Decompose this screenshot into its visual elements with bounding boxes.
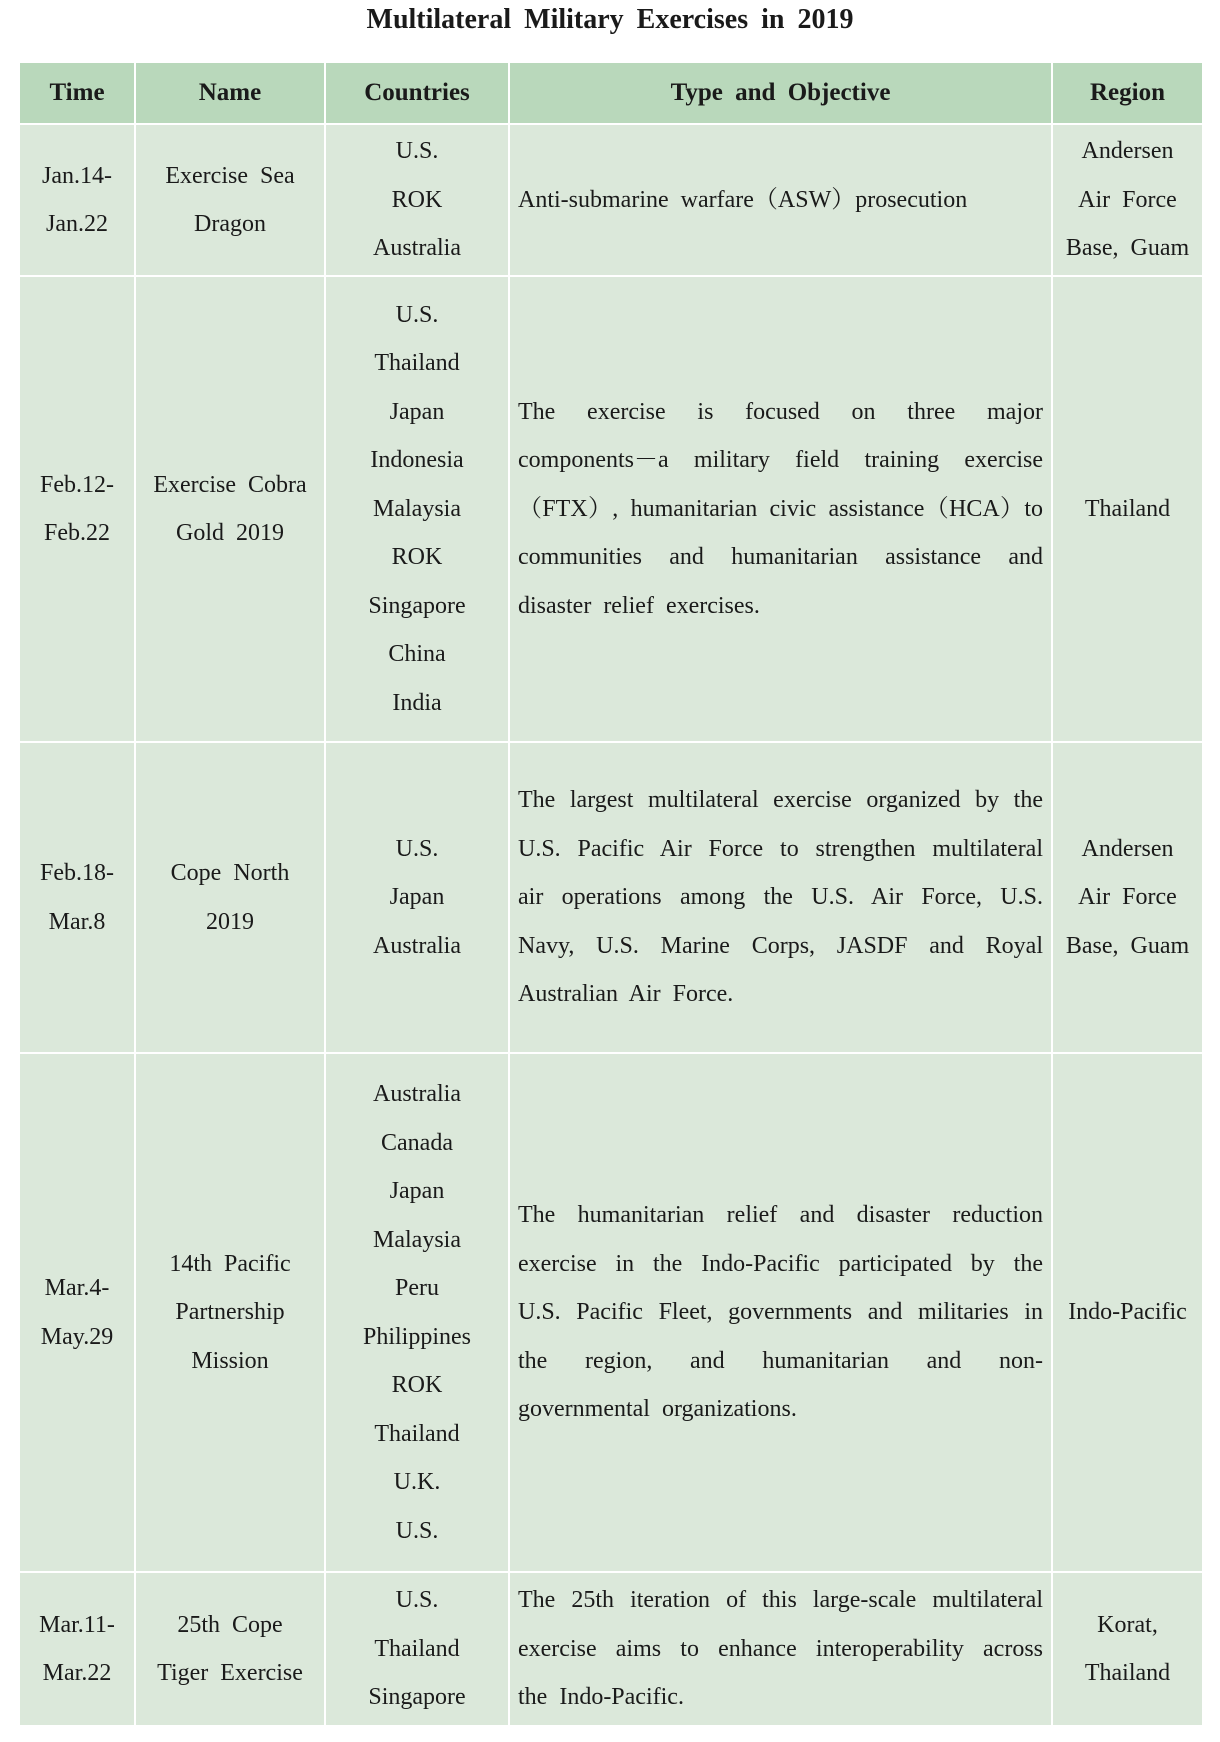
- country: Thailand: [374, 350, 460, 377]
- time-line: Feb.12-: [40, 471, 114, 498]
- table-row: [19, 276, 1203, 742]
- region-line: Indo-Pacific: [1068, 1299, 1187, 1326]
- cell-time: [19, 1572, 135, 1726]
- country: Indonesia: [370, 447, 464, 474]
- cell-name: [135, 276, 325, 742]
- cell-countries: [325, 124, 509, 276]
- cell-time: [19, 276, 135, 742]
- cell-countries: [325, 742, 509, 1053]
- country: Singapore: [368, 592, 466, 619]
- time-line: Feb.22: [44, 520, 110, 546]
- region-line: Base, Guam: [1065, 235, 1190, 262]
- time-line: Mar.22: [42, 1660, 112, 1686]
- country: Singapore: [368, 1684, 466, 1711]
- cell-time: [19, 124, 135, 276]
- cell-name: [135, 1572, 325, 1726]
- cell-region: [1052, 276, 1203, 742]
- region-line: Thailand: [1084, 1660, 1171, 1686]
- cell-name: [135, 124, 325, 276]
- name-line: 2019: [206, 908, 254, 935]
- region-line: Air Force: [1078, 884, 1177, 911]
- region-line: Thailand: [1084, 495, 1171, 522]
- region-line: Andersen: [1081, 835, 1174, 862]
- region-line: Air Force: [1078, 186, 1177, 213]
- name-line: Mission: [191, 1347, 269, 1374]
- header-region: Region: [1052, 62, 1203, 124]
- country: Philippines: [362, 1323, 471, 1350]
- name-line: Partnership: [175, 1299, 285, 1326]
- cell-region: [1052, 742, 1203, 1053]
- header-countries: Countries: [325, 62, 509, 124]
- cell-type-objective: Anti-submarine warfare（ASW）prosecution: [509, 124, 1052, 276]
- country: U.S.: [395, 138, 439, 165]
- name-line: Tiger Exercise: [157, 1660, 303, 1686]
- page-title: Multilateral Military Exercises in 2019: [366, 4, 854, 35]
- name-line: Gold 2019: [176, 520, 284, 546]
- time-line: May.29: [40, 1323, 114, 1350]
- cell-type-objective: The largest multilateral exercise organized by the U.S. Pacific Air Force to strengthen multilateral air operations among the U.S. Air Force, U.S. Navy, U.S. Marine Corps, JASDF and Royal Australian Air Force.: [509, 742, 1052, 1053]
- cell-name: [135, 1053, 325, 1572]
- table-row: [19, 1572, 1203, 1726]
- table-row: [19, 1053, 1203, 1572]
- cell-region: [1052, 1572, 1203, 1726]
- country: ROK: [391, 544, 443, 571]
- cell-region: [1052, 124, 1203, 276]
- region-line: Base, Guam: [1065, 932, 1190, 959]
- time-line: Mar.11-: [39, 1611, 115, 1638]
- table-row: [19, 742, 1203, 1053]
- time-line: Feb.18-: [40, 860, 114, 886]
- cell-countries: [325, 276, 509, 742]
- country: Canada: [381, 1129, 453, 1156]
- country: Australia: [373, 1081, 461, 1107]
- time-line: Mar.4-: [44, 1275, 110, 1301]
- country: Malaysia: [373, 1226, 461, 1253]
- cell-countries: [325, 1572, 509, 1726]
- country: Australia: [373, 932, 461, 959]
- table-header-row: [19, 62, 1203, 124]
- time-line: Mar.8: [48, 908, 106, 935]
- header-time: Time: [19, 62, 135, 124]
- name-line: 14th Pacific: [169, 1250, 291, 1277]
- country: U.S.: [395, 301, 439, 328]
- cell-name: [135, 742, 325, 1053]
- country: Thailand: [374, 1420, 460, 1447]
- country: Japan: [389, 884, 445, 911]
- cell-countries: [325, 1053, 509, 1572]
- name-line: Exercise Cobra: [153, 471, 307, 498]
- cell-region: [1052, 1053, 1203, 1572]
- country: India: [392, 689, 442, 716]
- cell-type-objective: The 25th iteration of this large-scale multilateral exercise aims to enhance interoperability across the Indo-Pacific.: [509, 1572, 1052, 1726]
- table-row: [19, 124, 1203, 276]
- country: Japan: [389, 1178, 445, 1204]
- region-line: Korat,: [1097, 1611, 1158, 1638]
- exercises-table: [18, 61, 1204, 1727]
- cell-time: [19, 1053, 135, 1572]
- country: U.S.: [395, 1517, 439, 1544]
- header-name: Name: [135, 62, 325, 124]
- country: China: [388, 641, 446, 668]
- time-line: Jan.22: [46, 211, 108, 237]
- country: ROK: [391, 186, 443, 213]
- country: U.K.: [393, 1469, 441, 1495]
- country: U.S.: [395, 835, 439, 862]
- time-line: Jan.14-: [42, 162, 112, 189]
- country: Malaysia: [373, 495, 461, 522]
- cell-time: [19, 742, 135, 1053]
- name-line: Cope North: [170, 860, 290, 886]
- country: Australia: [373, 235, 461, 262]
- name-line: Dragon: [194, 211, 266, 237]
- country: Peru: [395, 1275, 439, 1301]
- country: Thailand: [374, 1635, 460, 1662]
- name-line: 25th Cope: [177, 1611, 283, 1638]
- country: Japan: [389, 398, 445, 425]
- region-line: Andersen: [1081, 138, 1174, 165]
- country: ROK: [391, 1372, 443, 1398]
- cell-type-objective: The exercise is focused on three major components－a military field training exercise（FTX）, humanitarian civic assistance（HCA）to communities and humanitarian assistance and disaster relief exercises.: [509, 276, 1052, 742]
- header-type-objective: Type and Objective: [509, 62, 1052, 124]
- country: U.S.: [395, 1587, 439, 1614]
- name-line: Exercise Sea: [165, 162, 295, 189]
- cell-type-objective: The humanitarian relief and disaster reduction exercise in the Indo-Pacific participated by the U.S. Pacific Fleet, governments and militaries in the region, and humanitarian and non-governmental organizations.: [509, 1053, 1052, 1572]
